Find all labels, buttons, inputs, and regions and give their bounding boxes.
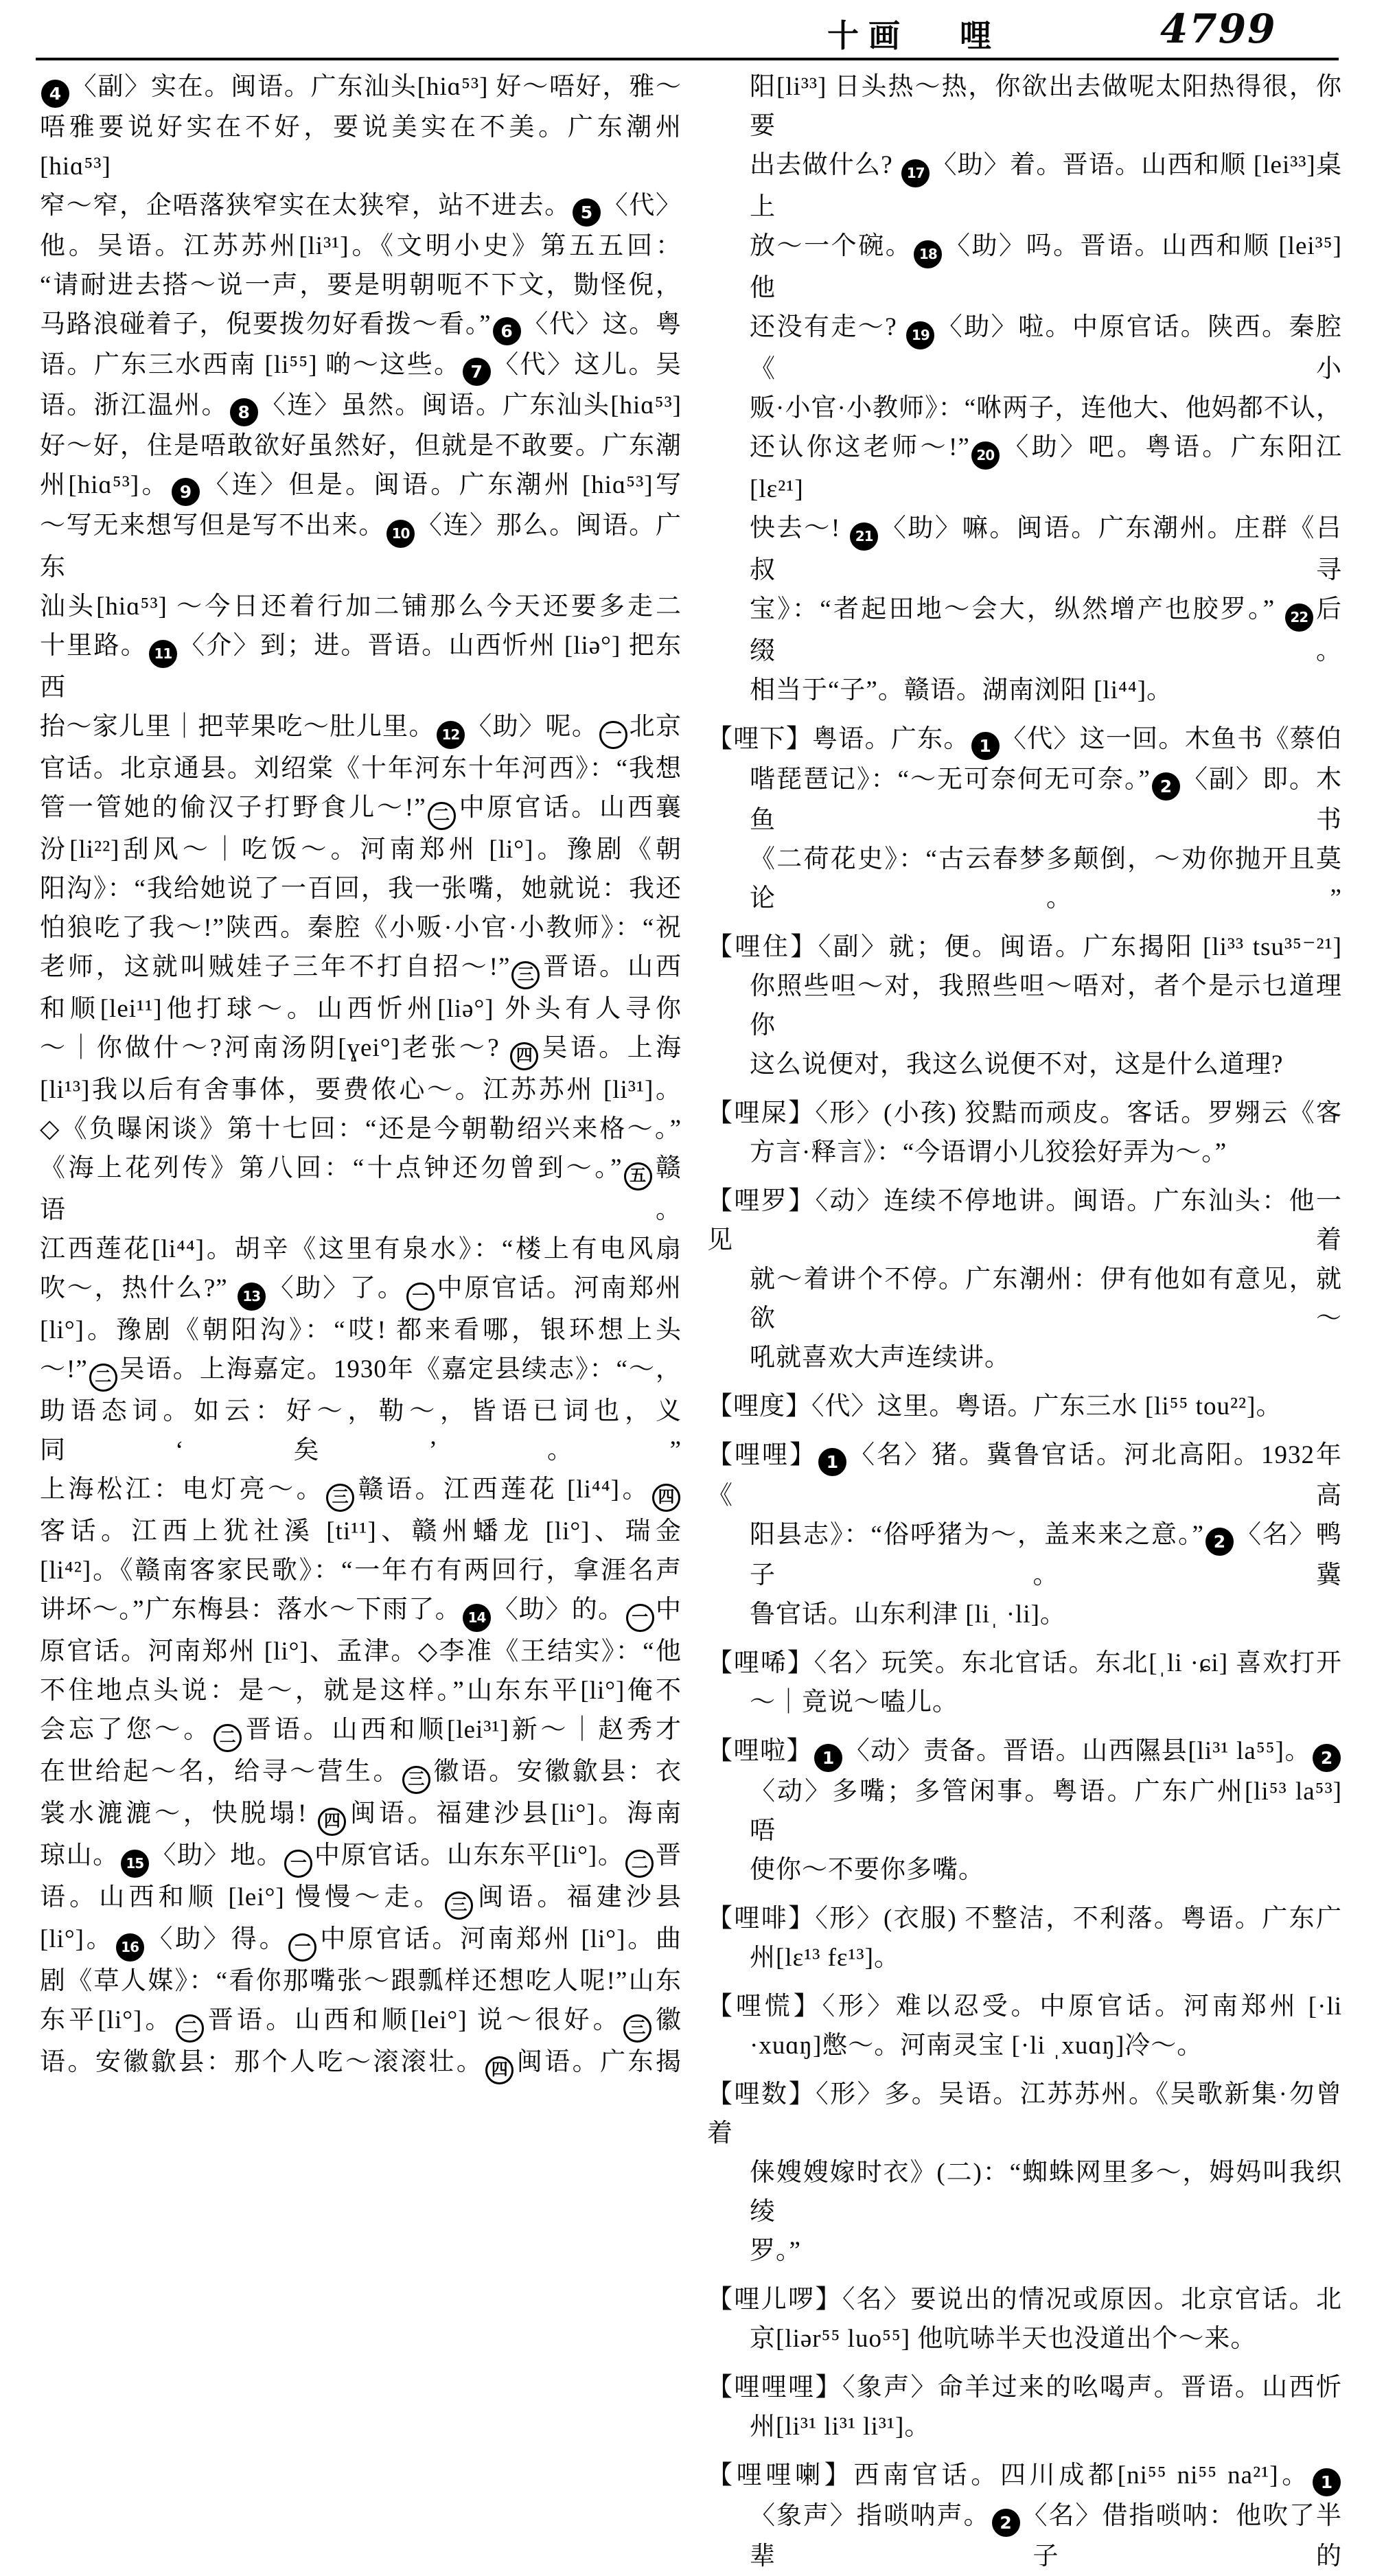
entry-headword-line: 【哩慌】〈形〉难以忍受。中原官话。河南郑州 [·li <box>707 1992 1342 2021</box>
page-header <box>0 0 1373 58</box>
text-line: 阳县志》：“俗呼猪为～，盖来来之意。” 2 〈名〉鸭子。冀 <box>750 1521 1343 1589</box>
text-line: 吼就喜欢大声连续讲。 <box>750 1344 1011 1372</box>
circled-number-icon: 1 <box>971 732 1000 760</box>
circled-number-icon: 22 <box>1285 603 1313 632</box>
text-line: 官话。北京通县。刘绍棠《十年河东十年河西》：“我想 <box>40 755 682 783</box>
circled-number-icon: 4 <box>41 80 69 108</box>
stroke-section-label: 十画 <box>827 19 910 54</box>
text-line: 东平[li°]。 二 晋语。山西和顺[lei°] 说～很好。 三 徽 <box>40 2001 682 2043</box>
circled-number-icon: 二 <box>89 1364 117 1392</box>
text-line: ～｜竟说～嗑儿。 <box>750 1688 958 1716</box>
text-line: 剧《草人媒》：“看你那嘴张～跟瓢样还想吃人呢!”山东 <box>40 1967 682 1995</box>
text-line: ～!” 二 吴语。上海嘉定。1930年《嘉定县续志》：“～， <box>40 1350 682 1392</box>
circled-number-icon: 一 <box>599 721 627 749</box>
text-line: “请耐进去搭～说一声，要是明朝呃不下文，勚怪倪， <box>40 271 682 299</box>
text-line: 好～好，住是唔敢欲好虽然好，但就是不敢要。广东潮 <box>40 432 682 460</box>
left-column <box>40 67 682 2084</box>
entry-headword-line: 【哩儿啰】〈名〉要说出的情况或原因。北京官话。北 <box>707 2286 1342 2314</box>
text-line: 4 〈副〉实在。闽语。广东汕头[hiɑ⁵³] 好～唔好，雅～ <box>40 67 682 108</box>
text-line: 吹～，热什么?” 13 〈助〉了。 一 中原官话。河南郑州 <box>40 1269 682 1311</box>
circled-number-icon: 三 <box>326 1484 354 1512</box>
text-line: 抬～家儿里｜把苹果吃～肚儿里。 12 〈助〉呢。 一 北京 <box>40 707 682 749</box>
text-line: ·xuɑŋ]憋～。河南灵宝 [·li ˌxuɑŋ]冷～。 <box>750 2032 1203 2060</box>
text-line: 俫嫂嫂嫁时衣》(二)：“蜘蛛网里多～，姆妈叫我织绫 <box>750 2159 1342 2226</box>
circled-number-icon: 7 <box>463 358 491 386</box>
text-line: 怕狼吃了我～!”陕西。秦腔《小贩·小官·小教师》：“祝 <box>40 914 682 942</box>
page-number: 4799 <box>1160 5 1277 52</box>
text-line: 裳水漉漉～，快脱塌! 四 闽语。福建沙县[li°]。海南 <box>40 1794 682 1836</box>
circled-number-icon: 6 <box>493 317 521 345</box>
circled-number-icon: 五 <box>624 1162 652 1191</box>
text-line: ～写无来想写但是写不出来。 10 〈连〉那么。闽语。广东 <box>40 511 682 582</box>
circled-number-icon: 21 <box>850 522 878 551</box>
text-line: 鲁官话。山东利津 [liˌ ·li]。 <box>750 1600 1066 1629</box>
circled-number-icon: 四 <box>485 2056 514 2084</box>
text-line: 阳[li³³] 日头热～热，你欲出去做呢太阳热得很，你要 <box>750 73 1342 140</box>
circled-number-icon: 20 <box>971 441 1000 470</box>
entry-headword-line: 【哩罗】〈动〉连续不停地讲。闽语。广东汕头：他一见着 <box>707 1187 1342 1254</box>
text-line: 阳沟》：“我给她说了一百回，我一张嘴，她就说：我还 <box>40 875 682 903</box>
text-line: 宝》：“者起田地～会大，纵然增产也胶罗。” 22 后缀。 <box>750 595 1343 665</box>
circled-number-icon: 三 <box>511 961 540 989</box>
text-line: 放～一个碗。 18 〈助〉吗。晋语。山西和顺 [lei³⁵] 他 <box>750 232 1342 302</box>
headword-character: 哩 <box>960 19 991 54</box>
circled-number-icon: 二 <box>625 1850 654 1878</box>
text-line: 琼山。 15 〈助〉地。 一 中原官话。山东东平[li°]。 二 晋 <box>40 1836 682 1878</box>
entry-headword-line: 【哩哩哩】〈象声〉命羊过来的吆喝声。晋语。山西忻 <box>707 2373 1342 2402</box>
circled-number-icon: 16 <box>116 1933 144 1962</box>
circled-number-icon: 一 <box>406 1283 435 1311</box>
text-line: 助语态词。如云：好～，勒～，皆语已词也，义同‘矣’。” <box>40 1397 682 1464</box>
circled-number-icon: 二 <box>214 1724 242 1752</box>
text-line: [li⁴²]。《赣南客家民歌》：“一年冇有两回行，拿涯名声 <box>40 1556 682 1585</box>
text-line: 〈象声〉指唢呐声。 2 〈名〉借指唢呐：他吹了半辈子的 <box>750 2502 1343 2571</box>
circled-number-icon: 四 <box>652 1484 680 1512</box>
text-line: 贩·小官·小教师》：“咻两子，连他大、他妈都不认， <box>750 394 1342 422</box>
text-line: 窄～窄，企唔落狭窄实在太狭窄，站不进去。 5 〈代〉 <box>40 186 682 227</box>
entry-headword-line: 【哩啡】〈形〉(衣服) 不整洁，不利落。粤语。广东广 <box>707 1905 1342 1933</box>
text-line: 老师，这就叫贼娃子三年不打自招～!” 三 晋语。山西 <box>40 947 682 989</box>
circled-number-icon: 四 <box>318 1808 346 1836</box>
circled-number-icon: 2 <box>992 2509 1020 2537</box>
entry-headword-line: 【哩哩】 1 〈名〉猪。冀鲁官话。河北高阳。1932年《高 <box>707 1441 1342 1510</box>
circled-number-icon: 三 <box>402 1766 430 1794</box>
circled-number-icon: 三 <box>445 1891 473 1920</box>
circled-number-icon: 5 <box>573 198 601 227</box>
circled-number-icon: 三 <box>623 2014 651 2043</box>
text-line: 州[lɛ¹³ fɛ¹³]。 <box>750 1944 900 1972</box>
text-line: 州[li³¹ li³¹ li³¹]。 <box>750 2413 931 2441</box>
text-line: 快去～! 21 〈助〉嘛。闽语。广东潮州。庄群《吕叔寻 <box>750 514 1343 584</box>
text-line: 汕头[hiɑ⁵³] ～今日还着行加二铺那么今天还要多走二 <box>40 593 682 621</box>
circled-number-icon: 一 <box>284 1850 312 1878</box>
text-line: 就～着讲个不停。广东潮州：伊有他如有意见，就欲～ <box>750 1265 1342 1333</box>
circled-number-icon: 2 <box>1152 772 1180 801</box>
text-line: [li°]。豫剧《朝阳沟》：“哎! 都来看哪，银环想上头 <box>40 1316 682 1344</box>
circled-number-icon: 10 <box>386 520 415 548</box>
text-line: 你照些呾～对，我照些呾～唔对，者个是示乜道理你 <box>750 972 1342 1039</box>
text-line: 相当于“子”。赣语。湖南浏阳 [li⁴⁴]。 <box>750 676 1173 704</box>
text-line: [li¹³]我以后有舍事体，要费侬心～。江苏苏州 [li³¹]。 <box>40 1076 682 1104</box>
text-line: 客话。江西上犹社溪 [ti¹¹]、赣州蟠龙 [li°]、瑞金 <box>40 1517 682 1545</box>
text-line: 方言·释言》：“今语谓小儿狡狯好弄为～。” <box>750 1138 1227 1166</box>
text-line: 还没有走～? 19 〈助〉啦。中原官话。陕西。秦腔《小 <box>750 313 1342 383</box>
text-line: 不住地点头说：是～，就是这样。”山东东平[li°]俺不 <box>40 1677 682 1705</box>
text-line: 州[hiɑ⁵³]。 9 〈连〉但是。闽语。广东潮州 [hiɑ⁵³]写 <box>40 465 682 506</box>
text-line: 他。吴语。江苏苏州[li³¹]。《文明小史》第五五回： <box>40 232 682 260</box>
circled-number-icon: 17 <box>901 159 930 187</box>
circled-number-icon: 1 <box>814 1744 842 1772</box>
text-line: 《海上花列传》第八回：“十点钟还勿曾到～。” 五 赣语。 <box>40 1154 682 1224</box>
text-line: 出去做什么? 17 〈助〉着。晋语。山西和顺 [lei³³]桌上 <box>750 151 1342 221</box>
text-line: 罗。” <box>750 2237 801 2265</box>
circled-number-icon: 1 <box>818 1448 846 1476</box>
circled-number-icon: 11 <box>149 640 177 668</box>
text-line: ◇《负曝闲谈》第十七回：“还是今朝勒绍兴来格～。” <box>40 1115 682 1143</box>
text-line: 汾[li²²]刮风～｜吃饭～。河南郑州 [li°]。豫剧《朝 <box>40 836 682 864</box>
circled-number-icon: 13 <box>238 1283 266 1311</box>
text-line: 马路浪碰着子，倪要拨勿好看拨～看。” 6 〈代〉这。粤 <box>40 305 682 345</box>
entry-headword-line: 【哩唏】〈名〉玩笑。东北官话。东北[ˌli ·ɕi] 喜欢打开 <box>707 1649 1342 1677</box>
entry-headword-line: 【哩住】〈副〉就；便。闽语。广东揭阳 [li³³ tsu³⁵⁻²¹] <box>707 933 1342 961</box>
text-line: 和顺[lei¹¹]他打球～。山西忻州[liə°] 外头有人寻你 <box>40 995 682 1023</box>
text-line: 〈动〉多嘴；多管闲事。粤语。广东广州[li⁵³ la⁵³] 唔 <box>750 1778 1342 1845</box>
text-line: 十里路。 11 〈介〉到；进。晋语。山西忻州 [liə°] 把东西 <box>40 632 682 702</box>
text-line: 京[liər⁵⁵ luo⁵⁵] 他吭哧半天也没道出个～来。 <box>750 2325 1257 2353</box>
circled-number-icon: 18 <box>914 240 942 268</box>
text-line: 上海松江：电灯亮～。 三 赣语。江西莲花 [li⁴⁴]。 四 <box>40 1470 682 1512</box>
circled-number-icon: 一 <box>288 1933 316 1962</box>
circled-number-icon: 14 <box>463 1604 491 1632</box>
text-line: 唔雅要说好实在不好，要说美实在不美。广东潮州[hiɑ⁵³] <box>40 113 682 181</box>
entry-headword-line: 【哩哩喇】西南官话。四川成都[ni⁵⁵ ni⁵⁵ na²¹]。 1 <box>707 2456 1342 2496</box>
text-line: 会忘了您～。 二 晋语。山西和顺[lei³¹]新～｜赵秀才 <box>40 1710 682 1752</box>
text-line: 《二荷花史》：“古云春梦多颠倒，～劝你抛开且莫论。” <box>750 845 1342 912</box>
entry-headword-line: 【哩数】〈形〉多。吴语。江苏苏州。《吴歌新集·勿曾着 <box>707 2080 1342 2148</box>
text-line: 语。安徽歙县：那个人吃～滚滚壮。 四 闽语。广东揭 <box>40 2043 682 2084</box>
text-line: 在世给起～名，给寻～营生。 三 徽语。安徽歙县：衣 <box>40 1752 682 1794</box>
text-line: 语。广东三水西南 [li⁵⁵] 啲～这些。 7 〈代〉这儿。吴 <box>40 345 682 386</box>
text-line: 江西莲花[li⁴⁴]。胡辛《这里有泉水》：“楼上有电风扇 <box>40 1235 682 1263</box>
circled-number-icon: 2 <box>1205 1528 1234 1556</box>
text-line: 使你～不要你多嘴。 <box>750 1856 984 1884</box>
text-line: 喈琵琶记》：“～无可奈何无可奈。” 2 〈副〉即。木鱼书 <box>750 766 1342 834</box>
entry-headword-line: 【哩屎】〈形〉(小孩) 狡黠而顽皮。客话。罗翙云《客 <box>707 1099 1342 1127</box>
entry-headword-line: 【哩下】粤语。广东。 1 〈代〉这一回。木鱼书《蔡伯 <box>707 720 1342 760</box>
circled-number-icon: 四 <box>510 1042 538 1070</box>
entry-headword-line: 【哩啦】 1 〈动〉责备。晋语。山西隰县[li³¹ la⁵⁵]。 2 <box>707 1732 1342 1772</box>
text-line: 语。浙江温州。 8 〈连〉虽然。闽语。广东汕头[hiɑ⁵³] <box>40 386 682 426</box>
circled-number-icon: 一 <box>626 1604 654 1632</box>
text-line: 管一管她的偷汉子打野食儿～!” 二 中原官话。山西襄 <box>40 788 682 830</box>
circled-number-icon: 2 <box>1313 1744 1341 1772</box>
circled-number-icon: 15 <box>121 1850 149 1878</box>
circled-number-icon: 9 <box>172 478 200 506</box>
text-line: 原官话。河南郑州 [li°]、孟津。◇李准《王结实》：“他 <box>40 1637 682 1666</box>
circled-number-icon: 二 <box>428 802 456 830</box>
right-column <box>707 67 1342 2576</box>
header-rule <box>36 58 1339 60</box>
text-line: 语。山西和顺 [lei°] 慢慢～走。 三 闽语。福建沙县 <box>40 1878 682 1920</box>
circled-number-icon: 8 <box>230 398 258 426</box>
text-line: 还认你这老师～!” 20 〈助〉吧。粤语。广东阳江 [lɛ²¹] <box>750 433 1343 503</box>
text-line: 这么说便对，我这么说便不对，这是什么道理? <box>750 1050 1284 1079</box>
text-line: ～｜你做什～?河南汤阴[ɣei°]老张～? 四 吴语。上海 <box>40 1028 682 1070</box>
circled-number-icon: 12 <box>437 721 465 749</box>
circled-number-icon: 1 <box>1313 2468 1341 2496</box>
circled-number-icon: 二 <box>176 2014 204 2043</box>
entry-headword-line: 【哩度】〈代〉这里。粤语。广东三水 [li⁵⁵ tou²²]。 <box>707 1392 1282 1421</box>
text-line: [li°]。 16 〈助〉得。 一 中原官话。河南郑州 [li°]。曲 <box>40 1920 682 1962</box>
text-line: 讲坏～。”广东梅县：落水～下雨了。 14 〈助〉的。 一 中 <box>40 1590 682 1632</box>
circled-number-icon: 19 <box>906 321 934 349</box>
